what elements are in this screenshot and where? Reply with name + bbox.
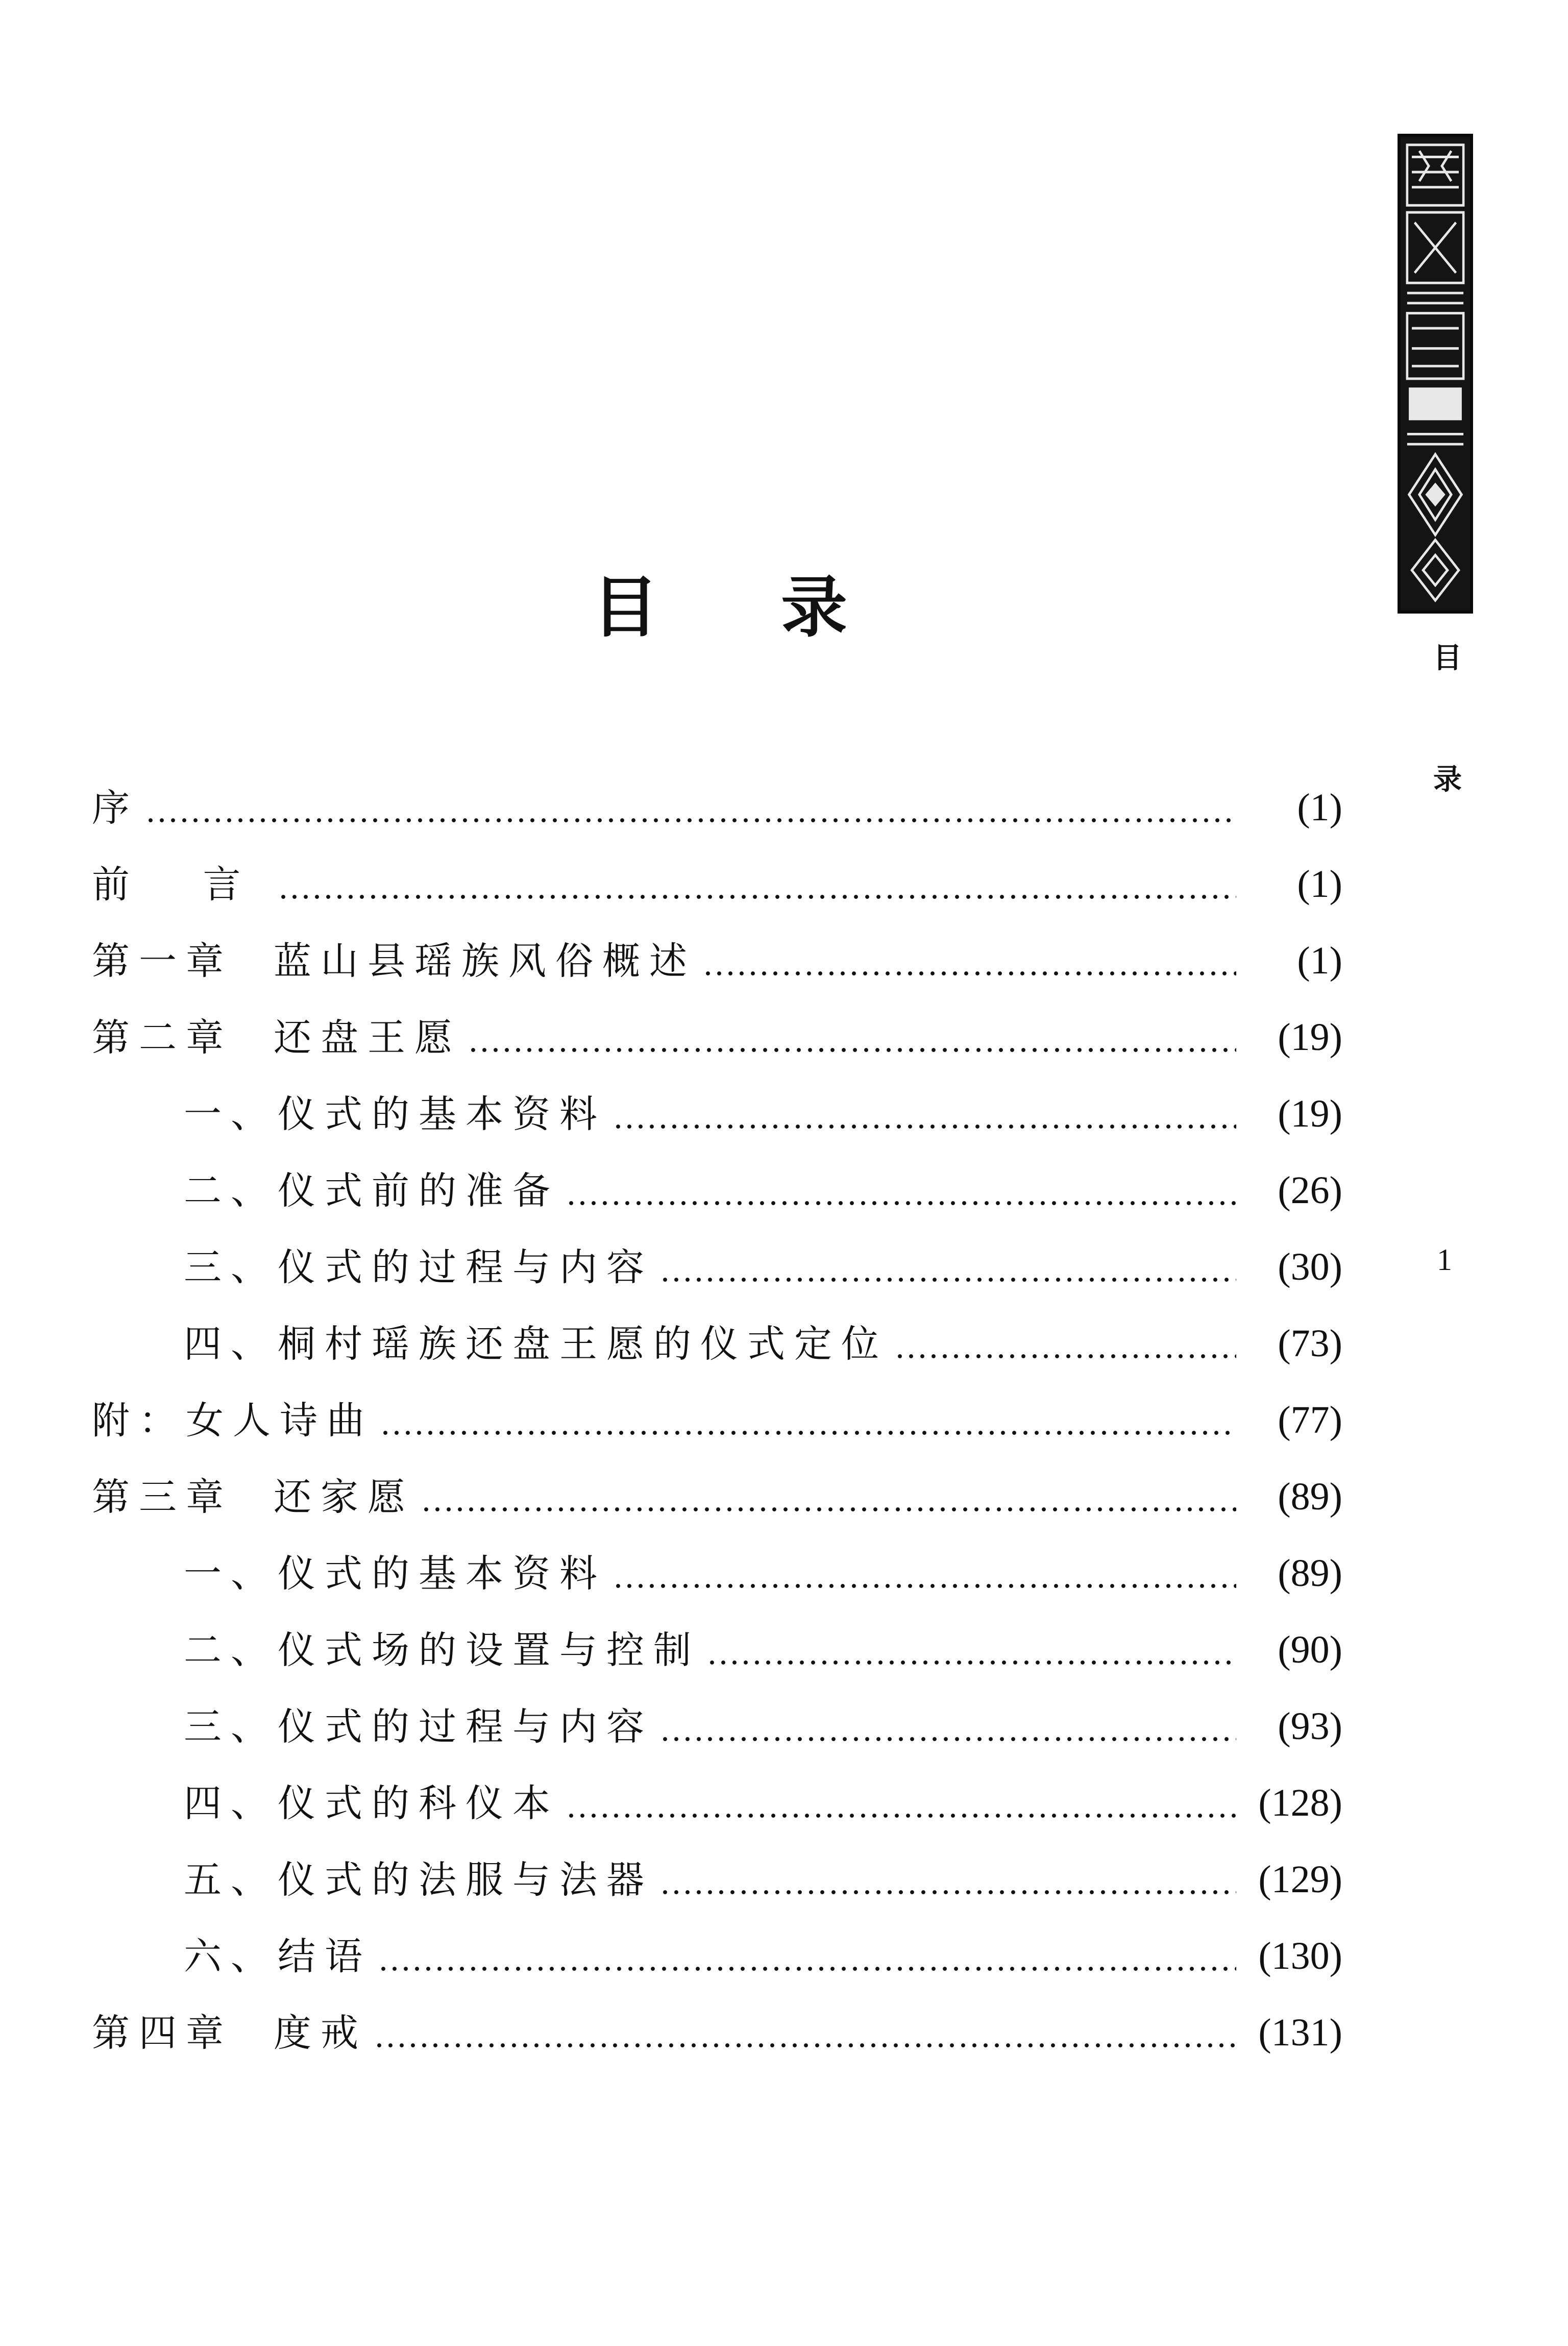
toc-page-ref: (77) [1278, 1399, 1342, 1441]
dot-leader [421, 1507, 1236, 1512]
dot-leader [612, 1124, 1236, 1129]
toc-title: 二、仪式场的设置与控制 [184, 1628, 700, 1672]
toc-title: 附：女人诗曲 [92, 1399, 374, 1443]
toc-number: 第二章 [92, 1016, 233, 1060]
toc-entry [92, 919, 1342, 983]
toc-title: 五、仪式的法服与法器 [184, 1858, 653, 1902]
page-number: 1 [1437, 1243, 1452, 1277]
dot-leader [374, 2043, 1236, 2048]
dot-leader [612, 1583, 1236, 1589]
toc-page-ref: (19) [1278, 1092, 1342, 1135]
toc-page-ref: (73) [1278, 1322, 1342, 1365]
toc-title: 四、仪式的科仪本 [184, 1781, 559, 1825]
title-char: 目 [592, 569, 659, 646]
toc-entry [92, 1991, 1342, 2055]
toc-number: 第四章 [92, 2011, 233, 2055]
toc-page-ref: (89) [1278, 1475, 1342, 1518]
toc-page-ref: (90) [1278, 1628, 1342, 1671]
toc-entry [92, 995, 1342, 1060]
toc-page-ref: (129) [1258, 1858, 1342, 1901]
toc-page-ref: (131) [1258, 2011, 1342, 2054]
toc-title: 度戒 [274, 2011, 368, 2055]
toc-page-ref: (89) [1278, 1552, 1342, 1595]
toc-title: 二、仪式前的准备 [184, 1169, 559, 1213]
dot-leader [378, 1966, 1236, 1971]
dot-leader [380, 1430, 1236, 1435]
brocade-ornament [1398, 134, 1473, 614]
brocade-pattern-icon [1401, 137, 1470, 610]
toc-title: 还家愿 [274, 1475, 414, 1519]
toc-title: 还盘王愿 [274, 1016, 461, 1060]
toc-entry [92, 1302, 1342, 1366]
toc-entry [92, 1684, 1342, 1749]
toc-entry [92, 842, 1342, 907]
toc-title: 六、结语 [184, 1935, 372, 1978]
toc-entry [92, 766, 1342, 830]
dot-leader [468, 1047, 1236, 1053]
dot-leader [659, 1277, 1236, 1282]
toc-page-ref: (128) [1258, 1781, 1342, 1824]
toc-entry [92, 1225, 1342, 1289]
toc-page-ref: (1) [1297, 939, 1342, 982]
page-title [592, 567, 847, 648]
toc-entry [92, 1914, 1342, 1978]
running-head-char: 目 [1433, 642, 1462, 675]
dot-leader [566, 1813, 1236, 1818]
toc-entry [92, 1378, 1342, 1443]
title-char: 录 [780, 569, 847, 646]
toc-title: 序 [92, 786, 139, 830]
toc-title: 三、仪式的过程与内容 [184, 1705, 653, 1749]
toc-entry [92, 1531, 1342, 1596]
toc-entry [92, 1608, 1342, 1672]
dot-leader [706, 1660, 1236, 1665]
dot-leader [659, 1890, 1236, 1895]
toc-page-ref: (130) [1258, 1935, 1342, 1977]
toc-entry [92, 1072, 1342, 1136]
toc-entry [92, 1148, 1342, 1213]
toc-page-ref: (1) [1297, 863, 1342, 906]
toc-entry [92, 1838, 1342, 1902]
toc-title: 一、仪式的基本资料 [184, 1092, 606, 1136]
toc-page-ref: (1) [1297, 786, 1342, 829]
dot-leader [702, 971, 1236, 976]
toc-entry [92, 1761, 1342, 1825]
dot-leader [894, 1354, 1236, 1359]
toc-title: 四、桐村瑶族还盘王愿的仪式定位 [184, 1322, 888, 1366]
toc-title: 蓝山县瑶族风俗概述 [274, 939, 696, 983]
toc-page-ref: (19) [1278, 1016, 1342, 1059]
toc-title: 前 言 [92, 863, 272, 907]
toc-entry [92, 1455, 1342, 1519]
running-head-char: 录 [1433, 763, 1462, 796]
toc-page-ref: (93) [1278, 1705, 1342, 1748]
dot-leader [566, 1201, 1236, 1206]
dot-leader [659, 1737, 1236, 1742]
dot-leader [278, 894, 1236, 899]
toc-page-ref: (26) [1278, 1169, 1342, 1212]
dot-leader [145, 818, 1236, 823]
toc-title: 一、仪式的基本资料 [184, 1552, 606, 1596]
toc-number: 第一章 [92, 939, 233, 983]
toc-title: 三、仪式的过程与内容 [184, 1245, 653, 1289]
toc-page-ref: (30) [1278, 1245, 1342, 1288]
toc-number: 第三章 [92, 1475, 233, 1519]
